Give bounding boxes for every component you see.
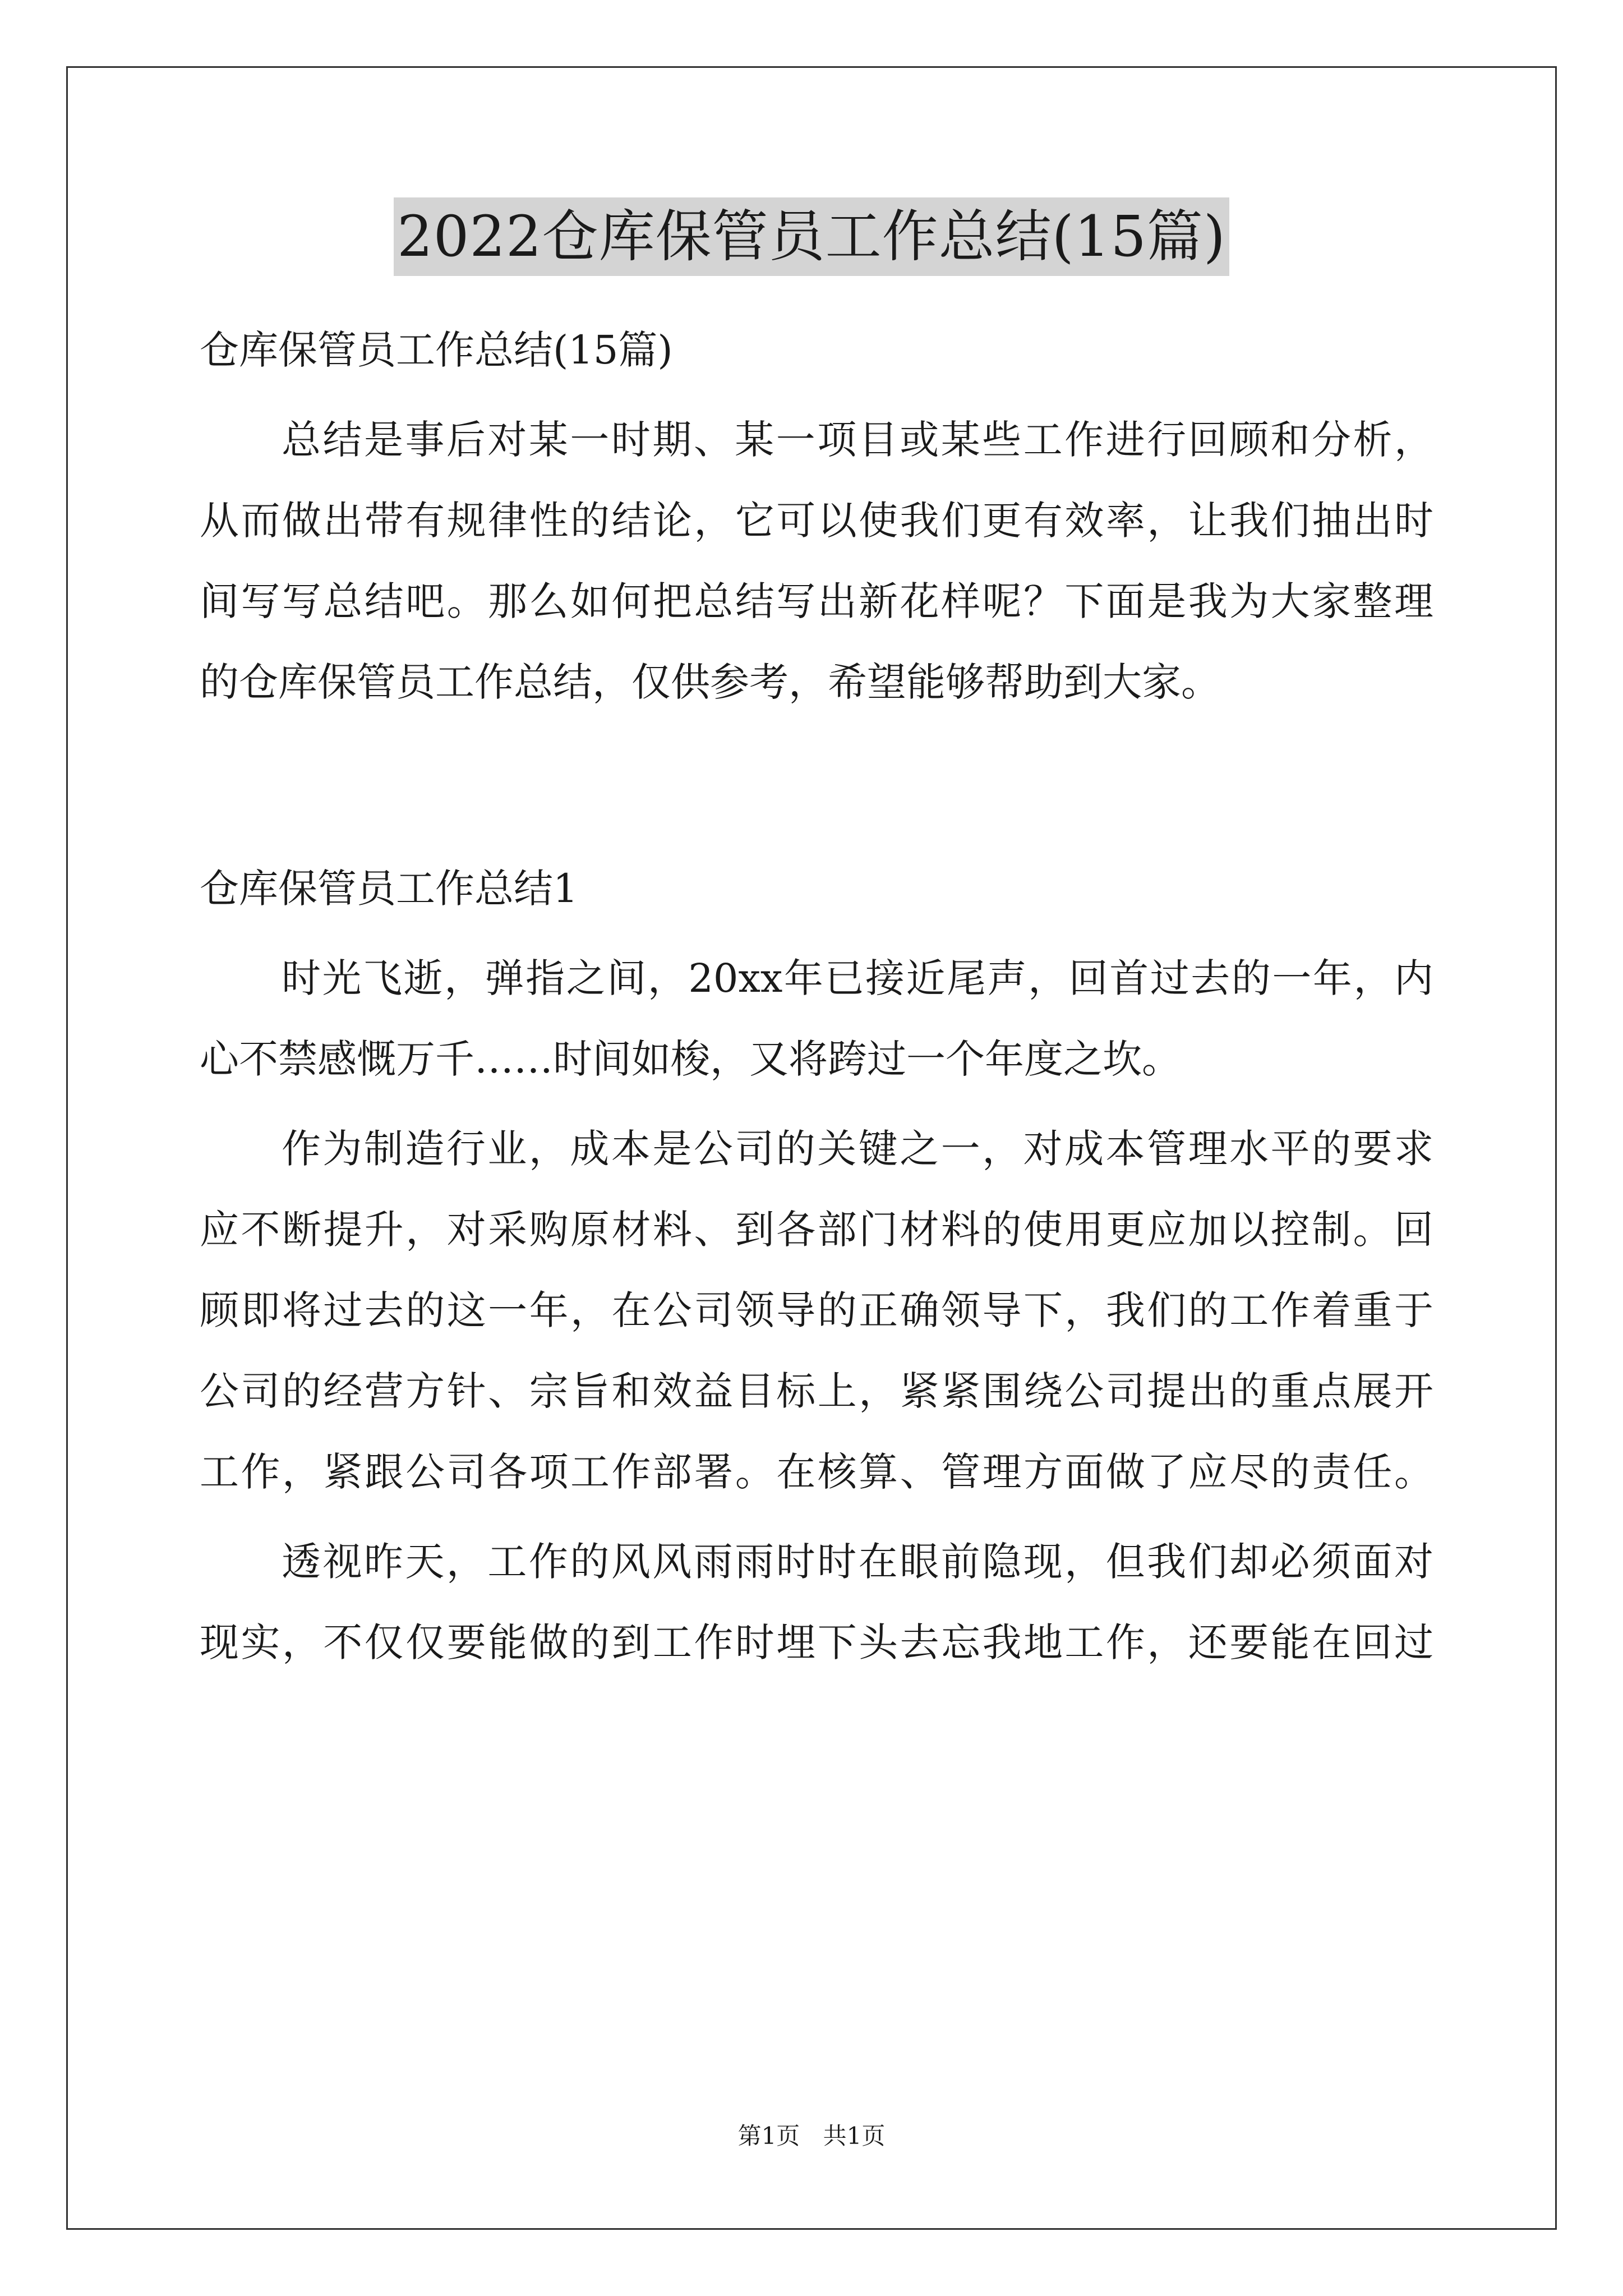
section-heading: 仓库保管员工作总结1: [200, 866, 578, 912]
paragraph-line: 工作，紧跟公司各项工作部署。在核算、管理方面做了应尽的责任。: [200, 1449, 1433, 1495]
paragraph-line: 作为制造行业，成本是公司的关键之一，对成本管理水平的要求: [282, 1126, 1433, 1172]
paragraph-line: 现实，不仅仅要能做的到工作时埋下头去忘我地工作，还要能在回过: [200, 1619, 1433, 1665]
subtitle: 仓库保管员工作总结(15篇): [200, 327, 673, 373]
paragraph-line: 顾即将过去的这一年，在公司领导的正确领导下，我们的工作着重于: [200, 1287, 1433, 1333]
paragraph-line: 应不断提升，对采购原材料、到各部门材料的使用更应加以控制。回: [200, 1207, 1433, 1253]
document-body: [200, 310, 1433, 1683]
document-title: 2022仓库保管员工作总结(15篇): [394, 197, 1229, 276]
page-number: 第1页: [737, 2122, 800, 2150]
paragraph-line: 时光飞逝，弹指之间，20xx年已接近尾声，回首过去的一年，内: [282, 955, 1433, 1001]
intro-line: 总结是事后对某一时期、某一项目或某些工作进行回顾和分析，: [282, 417, 1433, 463]
intro-line: 的仓库保管员工作总结，仅供参考，希望能够帮助到大家。: [200, 659, 1220, 705]
paragraph-line: 透视昨天，工作的风风雨雨时时在眼前隐现，但我们却必须面对: [282, 1539, 1433, 1585]
paragraph-line: 公司的经营方针、宗旨和效益目标上，紧紧围绕公司提出的重点展开: [200, 1368, 1433, 1414]
intro-line: 从而做出带有规律性的结论，它可以使我们更有效率，让我们抽出时: [200, 498, 1433, 544]
page-footer: [0, 2119, 1623, 2153]
intro-line: 间写写总结吧。那么如何把总结写出新花样呢？下面是我为大家整理: [200, 578, 1433, 624]
paragraph-line: 心不禁感慨万千……时间如梭，又将跨过一个年度之坎。: [200, 1036, 1181, 1082]
title-container: [0, 197, 1623, 276]
page-total: 共1页: [823, 2122, 886, 2150]
